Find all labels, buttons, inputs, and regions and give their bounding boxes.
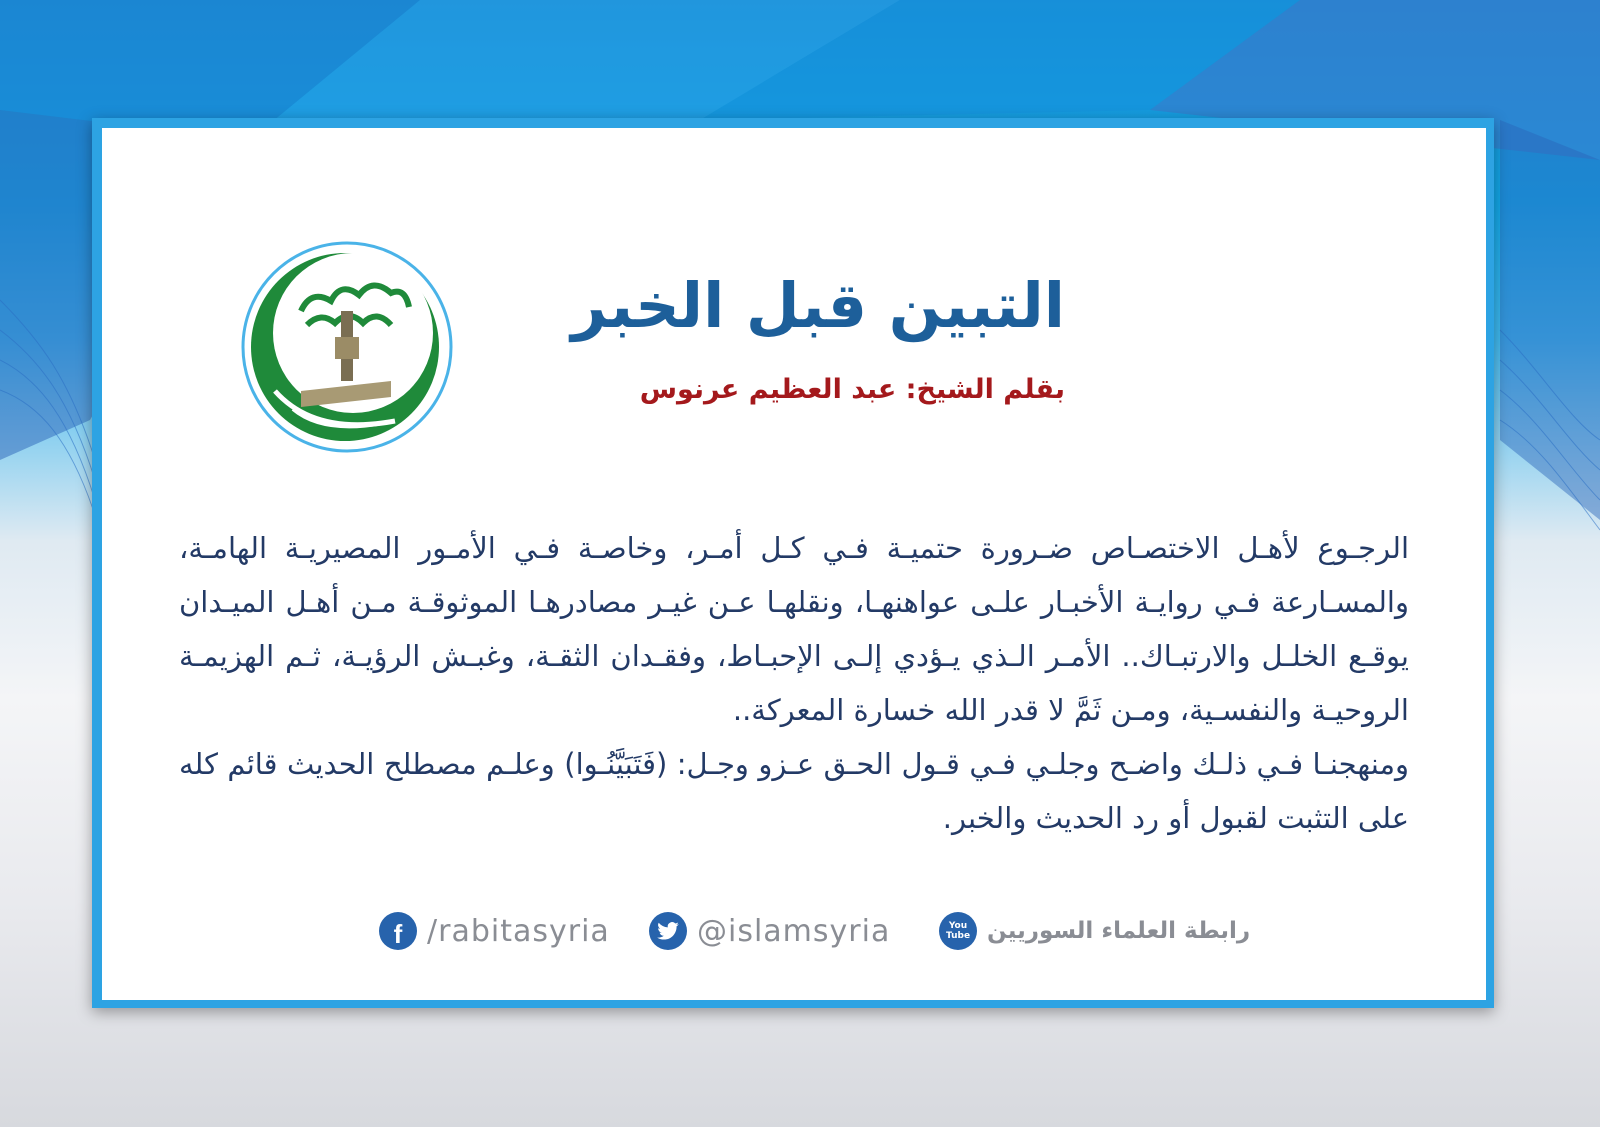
twitter-link[interactable] <box>649 909 890 953</box>
social-footer <box>103 909 1485 953</box>
facebook-icon: f <box>379 912 417 950</box>
twitter-icon <box>649 912 687 950</box>
youtube-icon: You Tube <box>939 912 977 950</box>
rabita-logo <box>241 241 453 453</box>
paragraph-2: ومنهجنـا فـي ذلـك واضـح وجلـي فـي قـول الحـق عـزو وجـل: (فَتَبَيَّنُـوا) وعلـم مصطلح الحديث قائم كله على التثبت لقبول أو رد الحديث والخبر. <box>179 747 1409 835</box>
facebook-link[interactable] <box>379 909 610 953</box>
article-body <box>179 521 1409 845</box>
twitter-handle: @islamsyria <box>697 913 891 949</box>
page-title: التبين قبل الخبر <box>571 269 1065 342</box>
youtube-link[interactable] <box>939 909 1250 953</box>
card-inner <box>102 128 1486 1000</box>
author-line: بقلم الشيخ: عبد العظيم عرنوس <box>639 374 1065 405</box>
facebook-handle: /rabitasyria <box>427 913 610 949</box>
paragraph-1: الرجـوع لأهـل الاختصـاص ضـرورة حتميـة فـي كـل أمـر، وخاصـة فـي الأمـور المصيريـة الهامـة، والمسـارعة فـي روايـة الأخبـار علـى عواهنهـا، ونقلهـا عـن غيـر مصادرهـا الموثوقـة مـن أهـل الميـدان يوقـع الخلـل والارتبـاك.. الأمـر الـذي يـؤدي إلـى الإحبـاط، وفقـدان الثقـة، وغبـش الرؤيـة، ثـم الهزيمـة الروحيـة والنفسـية، ومـن ثَمَّ لا قدر الله خسارة المعركة.. <box>179 531 1409 727</box>
content-card <box>92 118 1494 1008</box>
org-name: رابطة العلماء السوريين <box>987 918 1251 944</box>
